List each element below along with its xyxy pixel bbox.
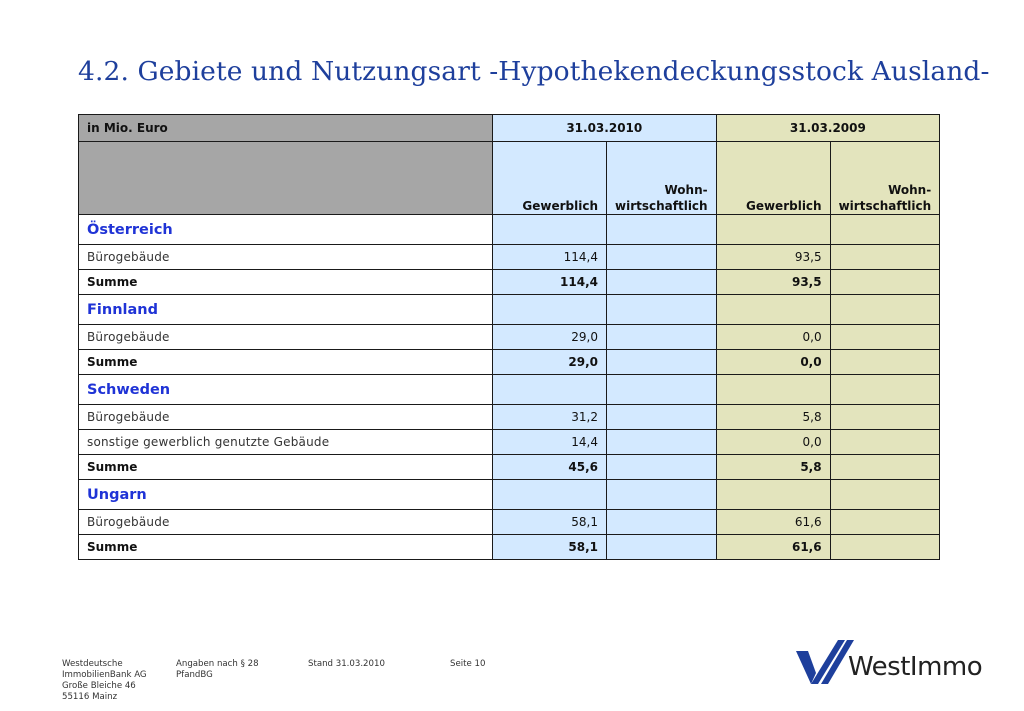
sum-value-cell: 61,6	[716, 535, 830, 560]
value-cell: 114,4	[493, 245, 607, 270]
empty-cell	[716, 480, 830, 510]
row-label-text: Bürogebäude	[87, 330, 170, 344]
wohn-line1: Wohn-	[888, 183, 932, 197]
sum-value-cell	[830, 350, 940, 375]
footer-stand: Stand 31.03.2010	[308, 659, 385, 669]
footer-page: Seite 10	[450, 659, 486, 669]
value-cell: 0,0	[716, 325, 830, 350]
unit-label: in Mio. Euro	[79, 115, 493, 142]
empty-cell	[607, 215, 717, 245]
value-cell: 0,0	[716, 430, 830, 455]
value-cell	[830, 430, 940, 455]
empty-cell	[830, 480, 940, 510]
sum-value-cell	[607, 270, 717, 295]
country-name	[79, 375, 493, 405]
country-row	[79, 295, 940, 325]
sum-value-cell: 58,1	[493, 535, 607, 560]
country-row	[79, 375, 940, 405]
sum-value-cell	[607, 535, 717, 560]
sum-row	[79, 535, 940, 560]
footer-legal-line: Angaben nach § 28	[176, 659, 259, 669]
country-label: Ungarn	[87, 486, 147, 503]
sum-value-cell	[830, 455, 940, 480]
empty-cell	[493, 295, 607, 325]
table-row	[79, 430, 940, 455]
sum-value-cell: 5,8	[716, 455, 830, 480]
sum-value-cell: 114,4	[493, 270, 607, 295]
empty-cell	[830, 215, 940, 245]
empty-cell	[716, 375, 830, 405]
sum-label: Summe	[79, 270, 493, 295]
empty-cell	[830, 295, 940, 325]
empty-cell	[716, 215, 830, 245]
logo-text: WestImmo	[848, 652, 983, 682]
table-row	[79, 245, 940, 270]
sum-value-cell: 0,0	[716, 350, 830, 375]
table-body	[79, 115, 940, 560]
empty-cell	[716, 295, 830, 325]
country-name	[79, 480, 493, 510]
period-2009-header: 31.03.2009	[716, 115, 940, 142]
table-row	[79, 405, 940, 430]
empty-cell	[493, 480, 607, 510]
row-label	[79, 510, 493, 535]
sum-row	[79, 455, 940, 480]
period-header-row	[79, 115, 940, 142]
footer-legal	[176, 659, 259, 681]
empty-cell	[493, 215, 607, 245]
table-row	[79, 510, 940, 535]
value-cell: 93,5	[716, 245, 830, 270]
country-label: Schweden	[87, 381, 171, 398]
country-name	[79, 295, 493, 325]
sum-value-cell: 45,6	[493, 455, 607, 480]
wohn-line2: wirtschaftlich	[838, 199, 932, 213]
empty-cell	[607, 295, 717, 325]
footer-company-line: Westdeutsche	[62, 659, 123, 669]
sum-row	[79, 270, 940, 295]
sum-value-cell: 29,0	[493, 350, 607, 375]
page-title: 4.2. Gebiete und Nutzungsart -Hypothekendeckungsstock Ausland-	[78, 56, 990, 87]
col-2009-wohnwirtschaftlich	[830, 142, 940, 215]
value-cell: 31,2	[493, 405, 607, 430]
country-row	[79, 215, 940, 245]
label-column-header	[79, 142, 493, 215]
value-cell: 5,8	[716, 405, 830, 430]
value-cell	[830, 325, 940, 350]
sum-label: Summe	[79, 350, 493, 375]
col-2009-gewerblich: Gewerblich	[716, 142, 830, 215]
value-cell: 29,0	[493, 325, 607, 350]
sum-value-cell	[607, 455, 717, 480]
value-cell: 58,1	[493, 510, 607, 535]
empty-cell	[493, 375, 607, 405]
value-cell	[607, 430, 717, 455]
table-row	[79, 325, 940, 350]
empty-cell	[830, 375, 940, 405]
col-2010-wohnwirtschaftlich	[607, 142, 717, 215]
footer-company-line: ImmobilienBank AG	[62, 670, 147, 680]
sum-label: Summe	[79, 535, 493, 560]
sum-value-cell	[830, 535, 940, 560]
value-cell	[607, 325, 717, 350]
value-cell	[830, 405, 940, 430]
sum-label: Summe	[79, 455, 493, 480]
column-header-row	[79, 142, 940, 215]
sum-value-cell	[607, 350, 717, 375]
logo-stripe	[796, 651, 816, 684]
wohn-line1: Wohn-	[664, 183, 708, 197]
footer-legal-line: PfandBG	[176, 670, 213, 680]
row-label	[79, 245, 493, 270]
empty-cell	[607, 480, 717, 510]
country-row	[79, 480, 940, 510]
row-label	[79, 325, 493, 350]
row-label	[79, 430, 493, 455]
col-2010-gewerblich: Gewerblich	[493, 142, 607, 215]
row-label-text: Bürogebäude	[87, 250, 170, 264]
country-label: Österreich	[87, 221, 173, 238]
footer-company-line: Große Bleiche 46	[62, 681, 136, 691]
footer-company-line: 55116 Mainz	[62, 692, 118, 702]
data-table	[78, 114, 940, 560]
period-2010-header: 31.03.2010	[493, 115, 717, 142]
value-cell	[607, 245, 717, 270]
row-label-text: Bürogebäude	[87, 410, 170, 424]
sum-value-cell: 93,5	[716, 270, 830, 295]
value-cell	[607, 510, 717, 535]
value-cell	[607, 405, 717, 430]
footer-company	[62, 659, 147, 703]
value-cell: 61,6	[716, 510, 830, 535]
row-label-text: sonstige gewerblich genutzte Gebäude	[87, 435, 330, 449]
value-cell: 14,4	[493, 430, 607, 455]
country-name	[79, 215, 493, 245]
row-label-text: Bürogebäude	[87, 515, 170, 529]
sum-row	[79, 350, 940, 375]
value-cell	[830, 245, 940, 270]
wohn-line2: wirtschaftlich	[615, 199, 708, 213]
country-label: Finnland	[87, 301, 158, 318]
sum-value-cell	[830, 270, 940, 295]
empty-cell	[607, 375, 717, 405]
value-cell	[830, 510, 940, 535]
row-label	[79, 405, 493, 430]
